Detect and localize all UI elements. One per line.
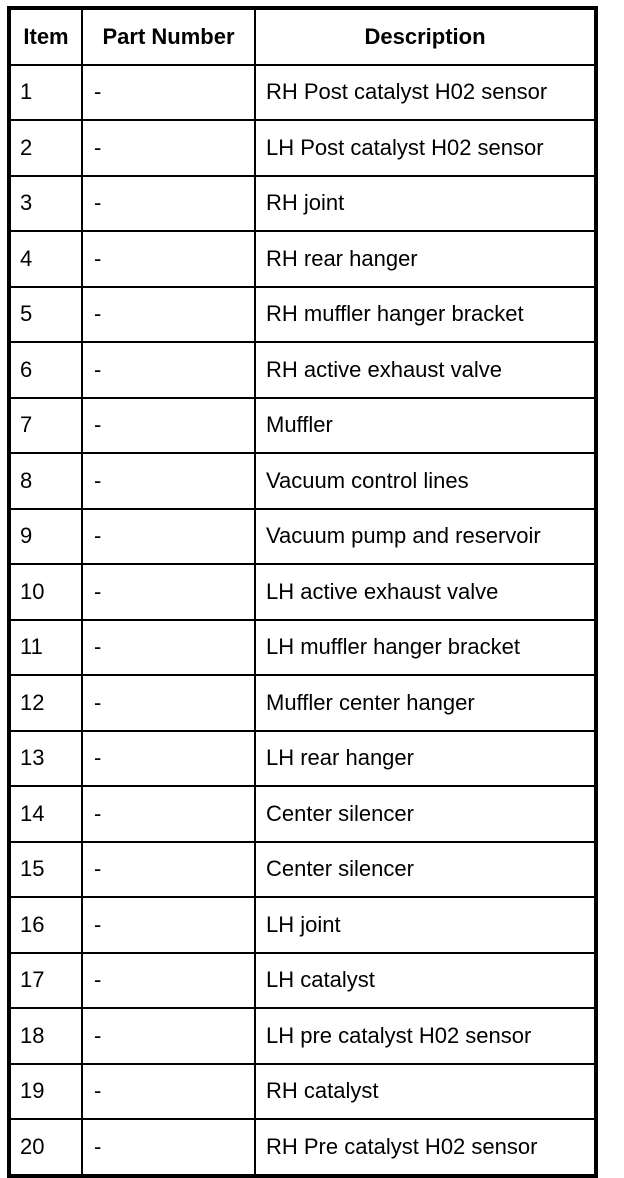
description-cell: Center silencer bbox=[255, 842, 596, 898]
item-cell: 11 bbox=[9, 620, 82, 676]
part-number-cell: - bbox=[82, 675, 255, 731]
description-cell: RH active exhaust valve bbox=[255, 342, 596, 398]
table-row bbox=[9, 1064, 596, 1120]
description-cell: LH Post catalyst H02 sensor bbox=[255, 120, 596, 176]
table-row bbox=[9, 120, 596, 176]
part-number-cell: - bbox=[82, 1008, 255, 1064]
part-number-cell: - bbox=[82, 509, 255, 565]
header-description: Description bbox=[255, 8, 596, 65]
part-number-cell: - bbox=[82, 398, 255, 454]
item-cell: 8 bbox=[9, 453, 82, 509]
part-number-cell: - bbox=[82, 620, 255, 676]
description-cell: Muffler bbox=[255, 398, 596, 454]
item-cell: 18 bbox=[9, 1008, 82, 1064]
part-number-cell: - bbox=[82, 731, 255, 787]
description-cell: RH joint bbox=[255, 176, 596, 232]
description-cell: Vacuum control lines bbox=[255, 453, 596, 509]
table-header bbox=[9, 8, 596, 65]
part-number-cell: - bbox=[82, 564, 255, 620]
part-number-cell: - bbox=[82, 842, 255, 898]
item-cell: 15 bbox=[9, 842, 82, 898]
description-cell: RH rear hanger bbox=[255, 231, 596, 287]
description-cell: RH catalyst bbox=[255, 1064, 596, 1120]
item-cell: 7 bbox=[9, 398, 82, 454]
table-row bbox=[9, 620, 596, 676]
item-cell: 13 bbox=[9, 731, 82, 787]
item-cell: 17 bbox=[9, 953, 82, 1009]
description-cell: LH joint bbox=[255, 897, 596, 953]
table-row bbox=[9, 509, 596, 565]
description-cell: RH Pre catalyst H02 sensor bbox=[255, 1119, 596, 1176]
table-row bbox=[9, 953, 596, 1009]
item-cell: 20 bbox=[9, 1119, 82, 1176]
item-cell: 12 bbox=[9, 675, 82, 731]
description-cell: LH active exhaust valve bbox=[255, 564, 596, 620]
description-cell: Vacuum pump and reservoir bbox=[255, 509, 596, 565]
table-row bbox=[9, 564, 596, 620]
part-number-cell: - bbox=[82, 120, 255, 176]
item-cell: 6 bbox=[9, 342, 82, 398]
part-number-cell: - bbox=[82, 786, 255, 842]
item-cell: 19 bbox=[9, 1064, 82, 1120]
part-number-cell: - bbox=[82, 453, 255, 509]
item-cell: 3 bbox=[9, 176, 82, 232]
table-row bbox=[9, 1119, 596, 1176]
table-row bbox=[9, 176, 596, 232]
table-row bbox=[9, 1008, 596, 1064]
part-number-cell: - bbox=[82, 1064, 255, 1120]
table-row bbox=[9, 287, 596, 343]
description-cell: Center silencer bbox=[255, 786, 596, 842]
table-row bbox=[9, 342, 596, 398]
item-cell: 2 bbox=[9, 120, 82, 176]
item-cell: 1 bbox=[9, 65, 82, 121]
item-cell: 10 bbox=[9, 564, 82, 620]
part-number-cell: - bbox=[82, 176, 255, 232]
description-cell: RH muffler hanger bracket bbox=[255, 287, 596, 343]
item-cell: 9 bbox=[9, 509, 82, 565]
part-number-cell: - bbox=[82, 65, 255, 121]
part-number-cell: - bbox=[82, 287, 255, 343]
table-row bbox=[9, 786, 596, 842]
item-cell: 4 bbox=[9, 231, 82, 287]
item-cell: 5 bbox=[9, 287, 82, 343]
table-row bbox=[9, 231, 596, 287]
part-number-cell: - bbox=[82, 342, 255, 398]
table-row bbox=[9, 731, 596, 787]
table-row bbox=[9, 897, 596, 953]
part-number-cell: - bbox=[82, 231, 255, 287]
description-cell: Muffler center hanger bbox=[255, 675, 596, 731]
description-cell: LH muffler hanger bracket bbox=[255, 620, 596, 676]
table-row bbox=[9, 675, 596, 731]
item-cell: 16 bbox=[9, 897, 82, 953]
parts-table bbox=[7, 6, 598, 1178]
part-number-cell: - bbox=[82, 953, 255, 1009]
header-part-number: Part Number bbox=[82, 8, 255, 65]
part-number-cell: - bbox=[82, 897, 255, 953]
description-cell: LH catalyst bbox=[255, 953, 596, 1009]
description-cell: RH Post catalyst H02 sensor bbox=[255, 65, 596, 121]
header-item: Item bbox=[9, 8, 82, 65]
header-row bbox=[9, 8, 596, 65]
table-row bbox=[9, 65, 596, 121]
part-number-cell: - bbox=[82, 1119, 255, 1176]
table-body bbox=[9, 65, 596, 1176]
description-cell: LH rear hanger bbox=[255, 731, 596, 787]
description-cell: LH pre catalyst H02 sensor bbox=[255, 1008, 596, 1064]
table-row bbox=[9, 453, 596, 509]
table-row bbox=[9, 398, 596, 454]
table-row bbox=[9, 842, 596, 898]
item-cell: 14 bbox=[9, 786, 82, 842]
